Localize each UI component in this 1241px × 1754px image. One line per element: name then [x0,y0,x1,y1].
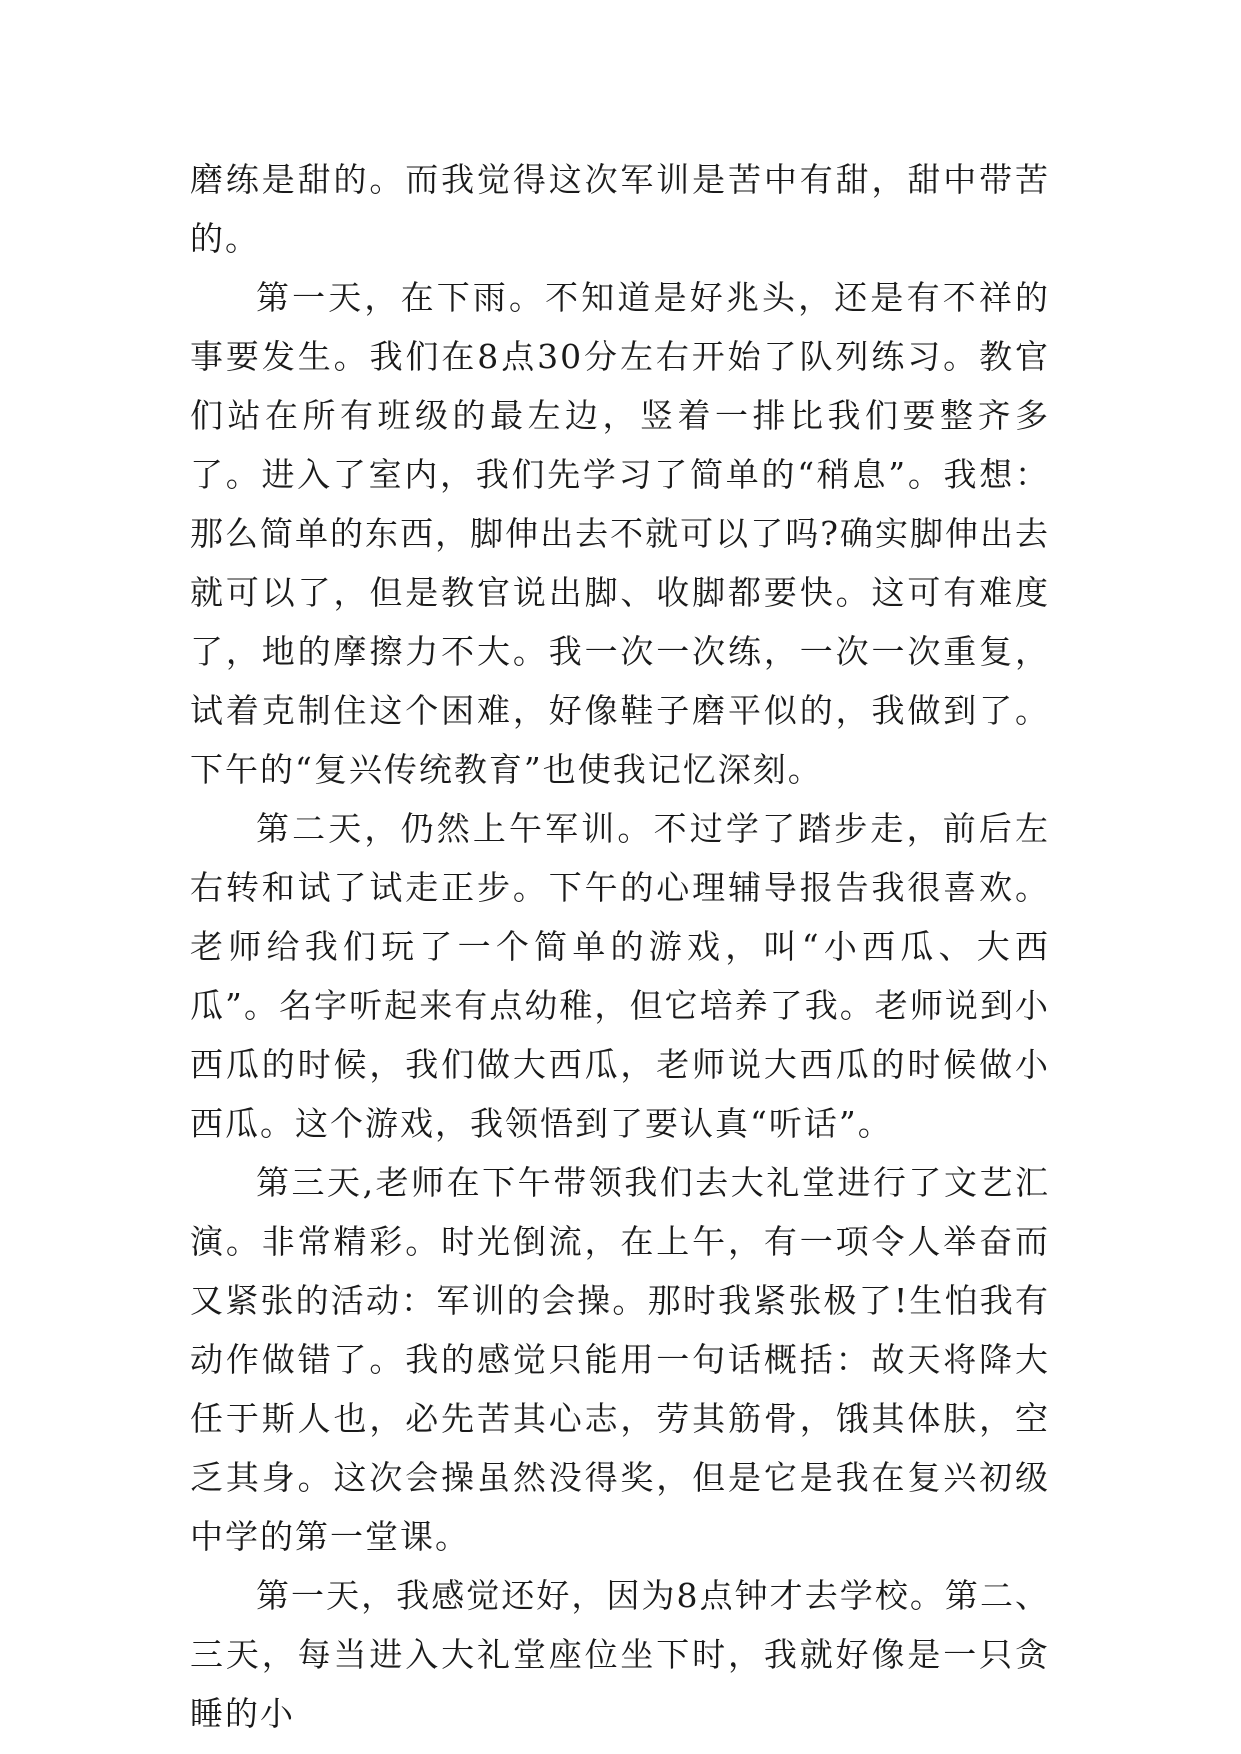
document-page [190,150,1050,1743]
paragraph-day-one: 第一天，在下雨。不知道是好兆头，还是有不祥的事要发生。我们在8点30分左右开始了队列练习。教官们站在所有班级的最左边，竖着一排比我们要整齐多了。进入了室内，我们先学习了简单的“稍息”。我想：那么简单的东西，脚伸出去不就可以了吗?确实脚伸出去就可以了，但是教官说出脚、收脚都要快。这可有难度了，地的摩擦力不大。我一次一次练，一次一次重复，试着克制住这个困难，好像鞋子磨平似的，我做到了。下午的“复兴传统教育”也使我记忆深刻。 [190,278,1050,789]
paragraph-day-three: 第三天,老师在下午带领我们去大礼堂进行了文艺汇演。非常精彩。时光倒流，在上午，有一项令人举奋而又紧张的活动：军训的会操。那时我紧张极了!生怕我有动作做错了。我的感觉只能用一句话概括：故天将降大任于斯人也，必先苦其心志，劳其筋骨，饿其体肤，空乏其身。这次会操虽然没得奖，但是它是我在复兴初级中学的第一堂课。 [190,1163,1050,1556]
paragraph-day-two: 第二天，仍然上午军训。不过学了踏步走，前后左右转和试了试走正步。下午的心理辅导报告我很喜欢。老师给我们玩了一个简单的游戏，叫“小西瓜、大西瓜”。名字听起来有点幼稚，但它培养了我。老师说到小西瓜的时候，我们做大西瓜，老师说大西瓜的时候做小西瓜。这个游戏，我领悟到了要认真“听话”。 [190,809,1050,1143]
paragraph-continuation: 磨练是甜的。而我觉得这次军训是苦中有甜，甜中带苦的。 [190,160,1050,258]
paragraph-reflection: 第一天，我感觉还好，因为8点钟才去学校。第二、三天，每当进入大礼堂座位坐下时，我就好像是一只贪睡的小 [190,1576,1050,1733]
